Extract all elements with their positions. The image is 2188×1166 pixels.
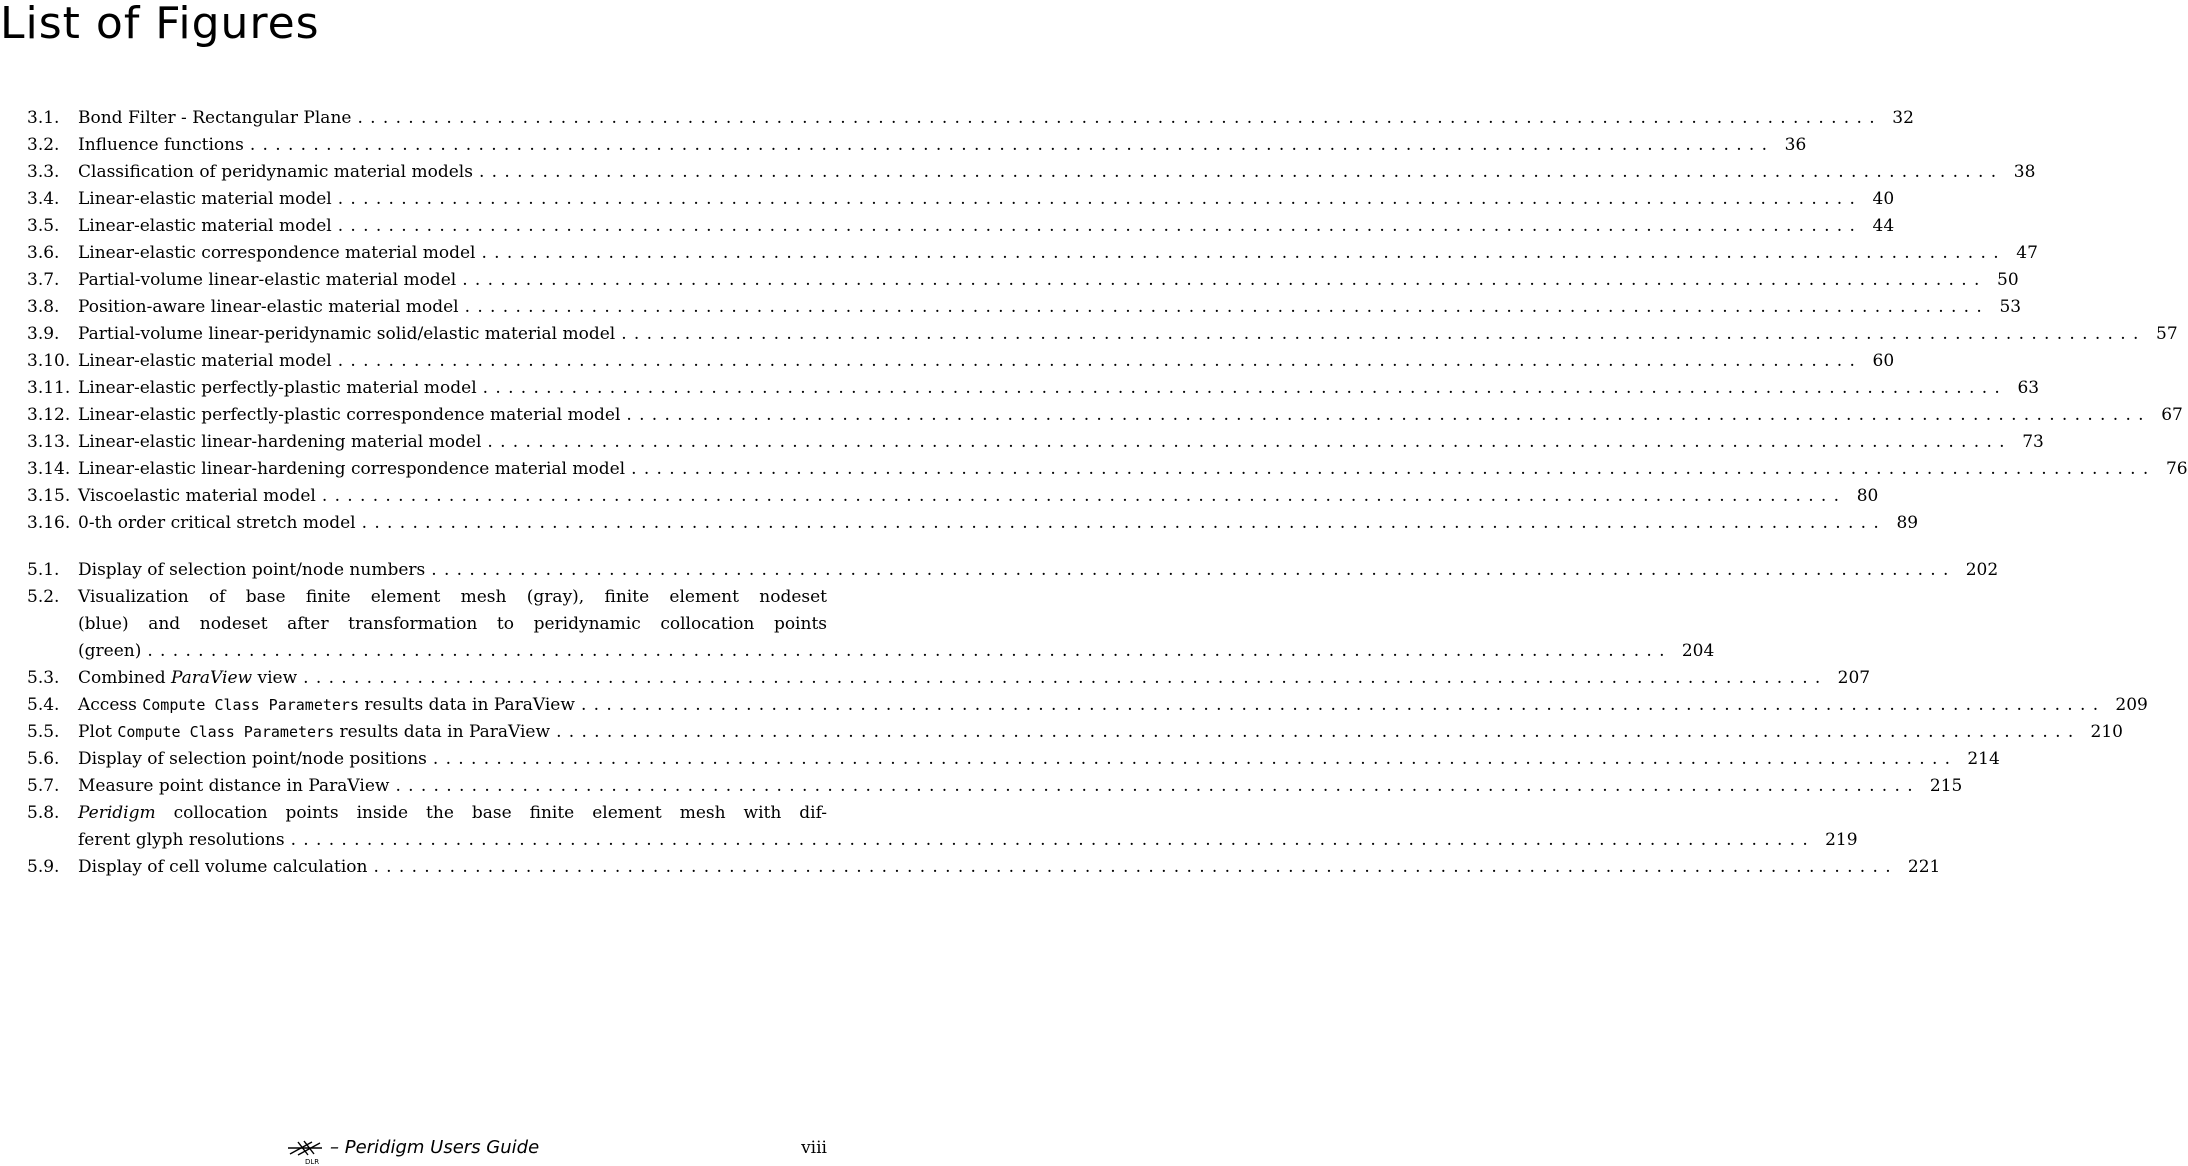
dot-leader: ........................................................................................................................ — [373, 857, 1898, 877]
entry-title: Linear-elastic perfectly-plastic material model — [78, 378, 477, 398]
entry-page: 50 — [1997, 270, 2019, 290]
entry-number: 3.16. — [27, 513, 71, 533]
entry-page: 40 — [1872, 189, 1895, 209]
entry-title: Partial-volume linear-elastic material model — [78, 270, 457, 290]
entry-page: 38 — [2013, 162, 2036, 182]
entry-number: 5.5. — [27, 722, 60, 742]
entry-title: Plot Compute Class Parameters results data in ParaView — [78, 722, 551, 742]
entry-page: 215 — [1929, 776, 1963, 796]
toc-entry[interactable] — [27, 557, 1999, 584]
entry-title-line: Visualization of base finite element mesh (gray), finite element nodeset — [78, 587, 827, 607]
dot-leader: ........................................................................................................................ — [580, 695, 2106, 715]
entry-page: 44 — [1872, 216, 1895, 236]
entry-title: Display of selection point/node numbers — [78, 560, 426, 580]
dot-leader: ........................................................................................................................ — [481, 243, 2006, 263]
entry-number: 3.7. — [27, 270, 60, 290]
dot-leader: ........................................................................................................................ — [303, 668, 1828, 688]
page-title: List of Figures — [0, 0, 320, 49]
toc-entry[interactable] — [27, 510, 1919, 537]
dot-leader: ........................................................................................................................ — [478, 162, 2004, 182]
toc-entry[interactable] — [27, 186, 1895, 213]
entry-page: 76 — [2165, 459, 2188, 479]
dot-leader: ........................................................................................................................ — [621, 324, 2146, 344]
toc-entry[interactable] — [27, 800, 1858, 854]
entry-title: Linear-elastic material model — [78, 351, 332, 371]
entry-number: 3.15. — [27, 486, 71, 506]
entry-number: 5.9. — [27, 857, 60, 877]
toc-entry[interactable] — [27, 429, 2044, 456]
dot-leader: ........................................................................................................................ — [357, 108, 1882, 128]
entry-title: Classification of peridynamic material models — [78, 162, 473, 182]
entry-title: Measure point distance in ParaView — [78, 776, 390, 796]
toc-entry[interactable] — [27, 240, 2038, 267]
entry-page: 210 — [2090, 722, 2123, 742]
dlr-logo-icon — [286, 1136, 326, 1166]
entry-title: Linear-elastic material model — [78, 189, 332, 209]
entry-title: Combined ParaView view — [78, 668, 298, 688]
entry-number: 3.12. — [27, 405, 71, 425]
dot-leader: ........................................................................................................................ — [321, 486, 1847, 506]
entry-title: Viscoelastic material model — [78, 486, 316, 506]
entry-number: 5.6. — [27, 749, 60, 769]
entry-title: Influence functions — [78, 135, 244, 155]
dot-leader: ........................................................................................................................ — [337, 216, 1863, 236]
toc-entry[interactable] — [27, 746, 2000, 773]
entry-number: 5.8. — [27, 803, 60, 823]
entry-title: Position-aware linear-elastic material model — [78, 297, 459, 317]
entry-number: 3.14. — [27, 459, 71, 479]
toc-entry[interactable] — [27, 132, 1807, 159]
dot-leader: ........................................................................................................................ — [464, 297, 1990, 317]
dot-leader: ........................................................................................................................ — [487, 432, 2012, 452]
toc-entry[interactable] — [27, 321, 2178, 348]
entry-number: 3.8. — [27, 297, 60, 317]
entry-page: 80 — [1856, 486, 1879, 506]
entry-number: 3.1. — [27, 108, 60, 128]
entry-page: 47 — [2016, 243, 2038, 263]
entry-page: 89 — [1896, 513, 1919, 533]
entry-page: 219 — [1825, 830, 1858, 850]
dot-leader: ........................................................................................................................ — [626, 405, 2151, 425]
entry-page: 209 — [2115, 695, 2148, 715]
entry-title: Linear-elastic material model — [78, 216, 332, 236]
dot-leader: ........................................................................................................................ — [395, 776, 1920, 796]
entry-page: 57 — [2156, 324, 2178, 344]
entry-number: 3.6. — [27, 243, 60, 263]
entry-title: Bond Filter - Rectangular Plane — [78, 108, 352, 128]
entry-number: 5.3. — [27, 668, 60, 688]
entry-number: 5.1. — [27, 560, 60, 580]
entry-title-line: ferent glyph resolutions — [78, 830, 285, 850]
entry-page: 202 — [1965, 560, 1999, 580]
toc-entry[interactable] — [27, 692, 2148, 719]
entry-page: 36 — [1784, 135, 1807, 155]
emphasis-text: ParaView — [170, 668, 253, 688]
entry-number: 3.3. — [27, 162, 60, 182]
dot-leader: ........................................................................................................................ — [290, 830, 1816, 850]
entry-number: 5.2. — [27, 587, 60, 607]
entry-number: 5.4. — [27, 695, 60, 715]
entry-page: 67 — [2161, 405, 2183, 425]
entry-page: 214 — [1967, 749, 2000, 769]
entry-number: 3.13. — [27, 432, 71, 452]
dot-leader: ........................................................................................................................ — [431, 560, 1956, 580]
entry-page: 53 — [1999, 297, 2022, 317]
page-footer — [0, 1135, 827, 1165]
toc-entry[interactable] — [27, 854, 1941, 881]
dot-leader: ........................................................................................................................ — [462, 270, 1987, 290]
entry-title: Partial-volume linear-peridynamic solid/elastic material model — [78, 324, 616, 344]
toc-entry[interactable] — [27, 159, 2036, 186]
entry-page: 73 — [2022, 432, 2044, 452]
entry-title: Linear-elastic linear-hardening material model — [78, 432, 482, 452]
code-text: Compute Class Parameters — [117, 723, 335, 741]
entry-page: 60 — [1872, 351, 1895, 371]
toc-entry[interactable] — [27, 348, 1895, 375]
entry-title: 0-th order critical stretch model — [78, 513, 356, 533]
toc-entry[interactable] — [27, 213, 1895, 240]
entry-title-line: (green) — [78, 641, 142, 661]
entry-number: 3.2. — [27, 135, 60, 155]
dot-leader: ........................................................................................................................ — [361, 513, 1887, 533]
page-number: viii — [801, 1138, 827, 1158]
toc-entry[interactable] — [27, 584, 1715, 665]
dot-leader: ........................................................................................................................ — [147, 641, 1672, 661]
entry-number: 3.10. — [27, 351, 71, 371]
entry-number: 3.5. — [27, 216, 60, 236]
logo-text: DLR — [305, 1158, 320, 1166]
entry-number: 3.9. — [27, 324, 60, 344]
code-text: Compute Class Parameters — [142, 696, 359, 714]
dot-leader: ........................................................................................................................ — [337, 189, 1863, 209]
toc-entry[interactable] — [27, 402, 2183, 429]
toc-entry[interactable] — [27, 773, 1963, 800]
entry-page: 221 — [1907, 857, 1941, 877]
emphasis-text: Peridigm — [78, 803, 156, 823]
dot-leader: ........................................................................................................................ — [631, 459, 2156, 479]
entry-title-line: Peridigm collocation points inside the base finite element mesh with dif- — [78, 803, 828, 823]
toc-entry[interactable] — [27, 456, 2188, 483]
dot-leader: ........................................................................................................................ — [249, 135, 1775, 155]
footer-title: – Peridigm Users Guide — [330, 1137, 540, 1158]
toc-entry[interactable] — [27, 719, 2123, 746]
entry-page: 63 — [2017, 378, 2040, 398]
dot-leader: ........................................................................................................................ — [482, 378, 2008, 398]
entry-number: 3.4. — [27, 189, 60, 209]
entry-title-line: (blue) and nodeset after transformation to peridynamic collocation points — [78, 614, 827, 634]
toc-entry[interactable] — [27, 665, 1871, 692]
dot-leader: ........................................................................................................................ — [337, 351, 1863, 371]
entry-title: Display of cell volume calculation — [78, 857, 368, 877]
entry-page: 32 — [1892, 108, 1914, 128]
toc-entry[interactable] — [27, 105, 1914, 132]
entry-title: Linear-elastic correspondence material model — [78, 243, 476, 263]
toc-entry[interactable] — [27, 267, 2019, 294]
dot-leader: ........................................................................................................................ — [432, 749, 1958, 769]
entry-page: 204 — [1681, 641, 1715, 661]
entry-number: 3.11. — [27, 378, 71, 398]
entry-title: Access Compute Class Parameters results data in ParaView — [78, 695, 575, 715]
dot-leader: ........................................................................................................................ — [556, 722, 2081, 742]
figure-group-chapter-3 — [27, 105, 2188, 537]
entry-title: Linear-elastic perfectly-plastic correspondence material model — [78, 405, 621, 425]
entry-title: Display of selection point/node positions — [78, 749, 427, 769]
toc-entry[interactable] — [27, 375, 2040, 402]
entry-page: 207 — [1837, 668, 1871, 688]
toc-entry[interactable] — [27, 294, 2022, 321]
figure-list — [27, 105, 2188, 881]
entry-number: 5.7. — [27, 776, 60, 796]
entry-title: Linear-elastic linear-hardening correspondence material model — [78, 459, 626, 479]
toc-entry[interactable] — [27, 483, 1879, 510]
